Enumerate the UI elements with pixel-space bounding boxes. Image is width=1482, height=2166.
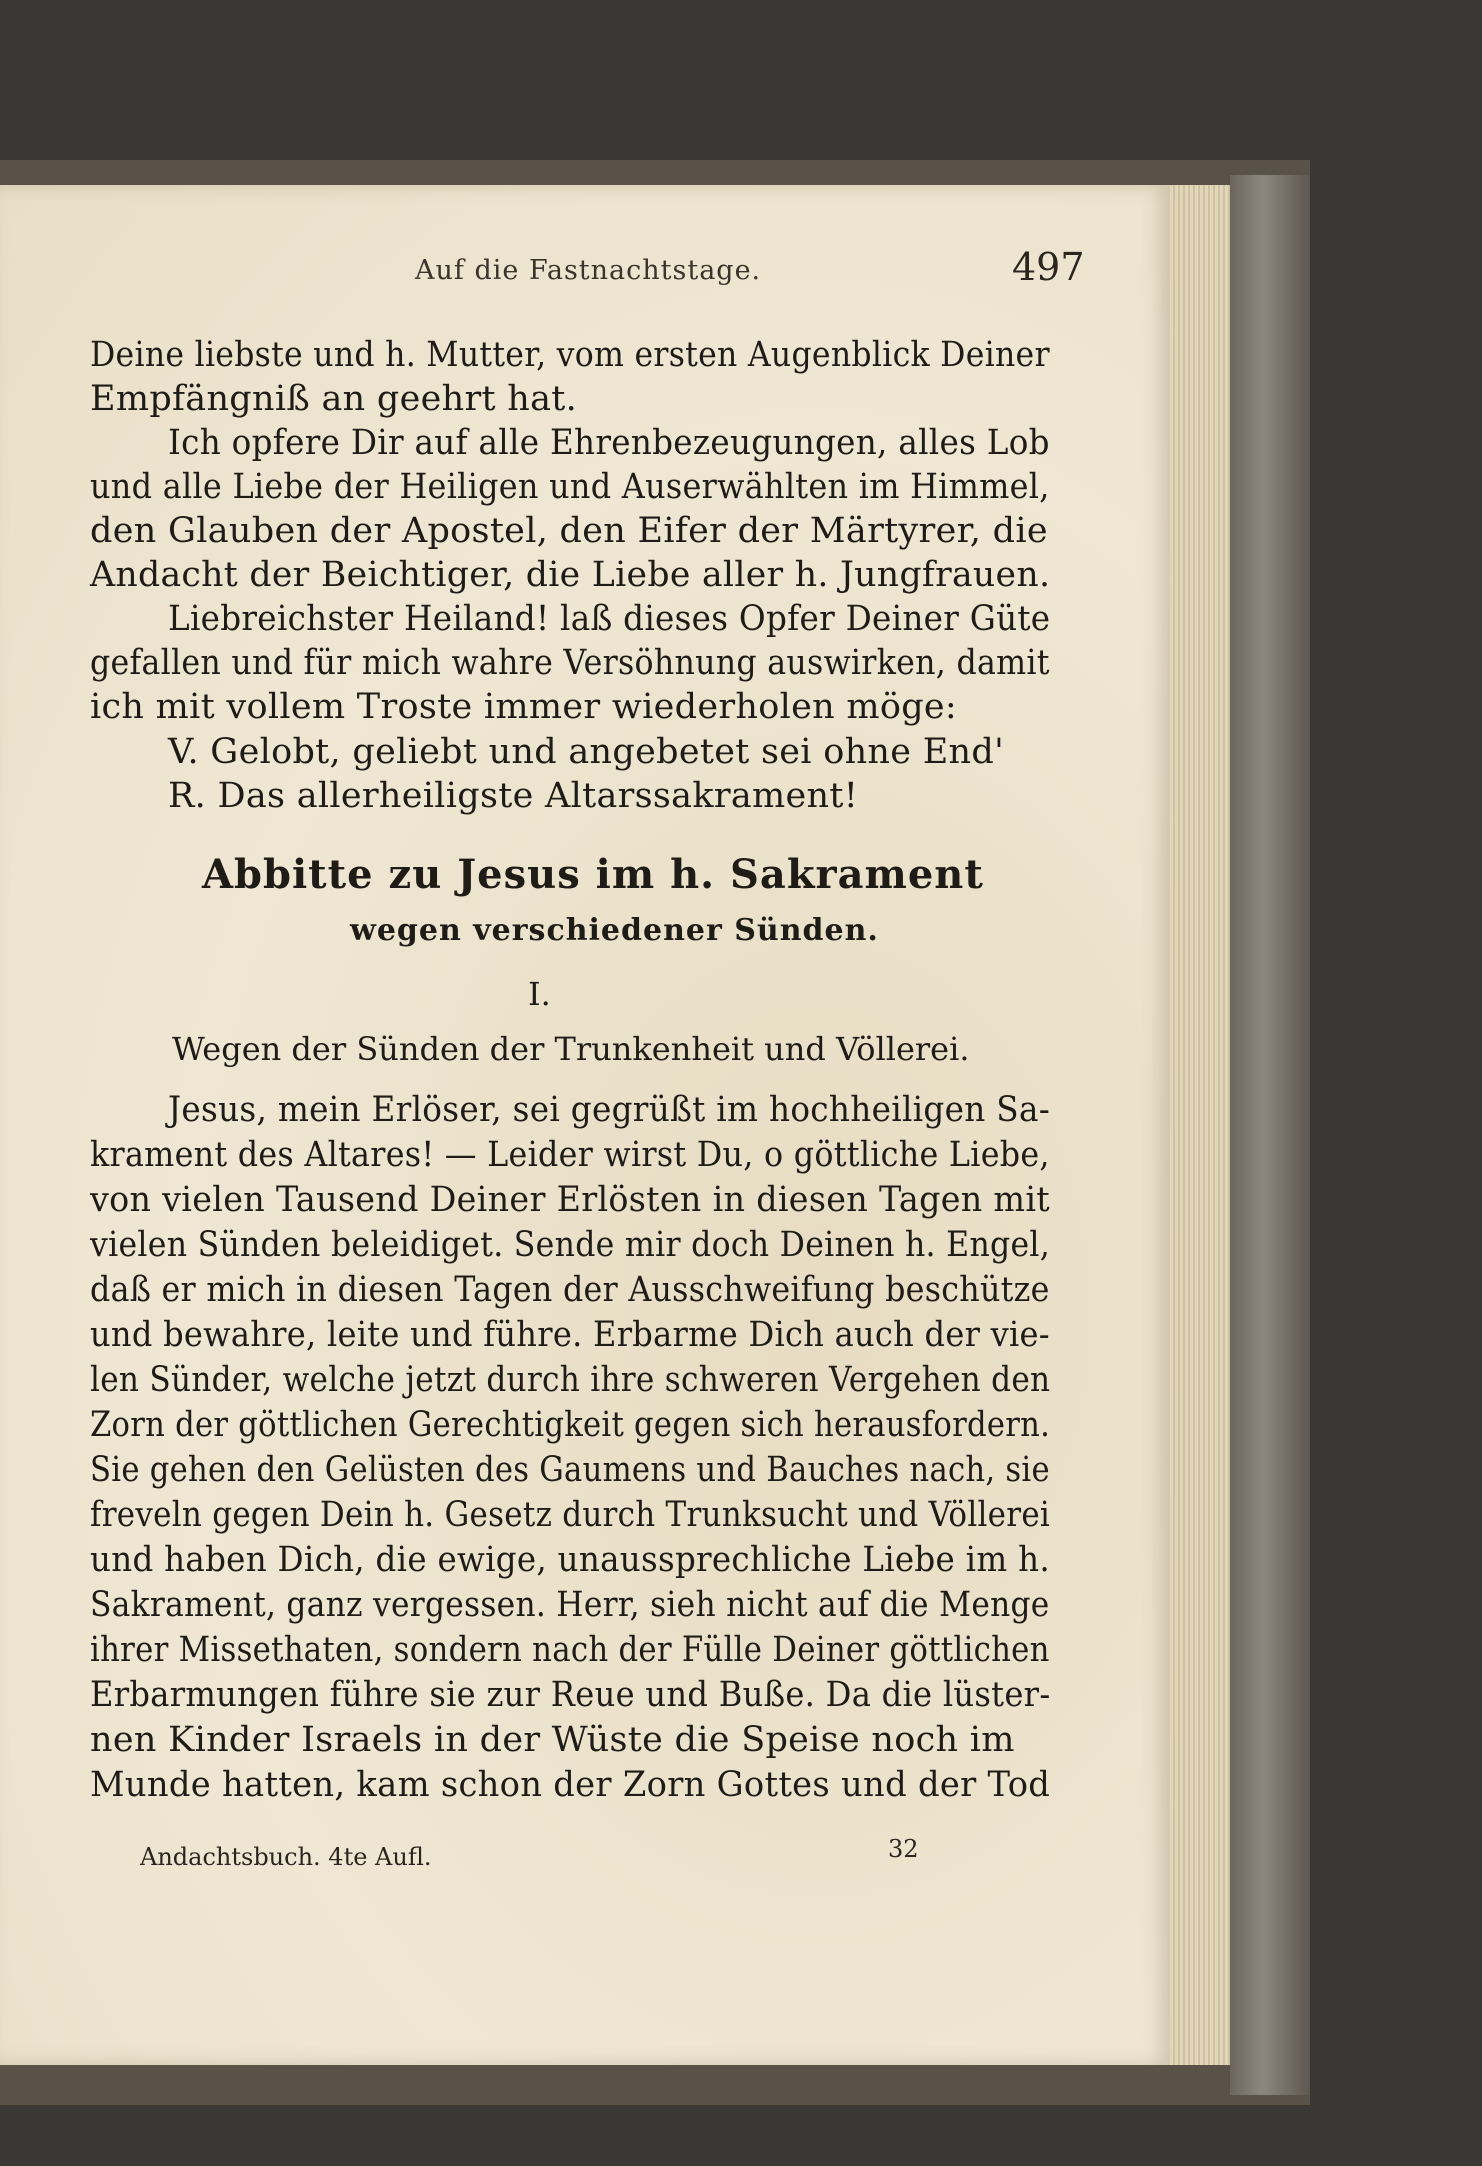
text-line: Ich opfere Dir auf alle Ehrenbezeugungen, alles Lob [168, 423, 1050, 463]
text-line: Jesus, mein Erlöser, sei gegrüßt im hochheiligen Sa- [168, 1090, 1051, 1130]
cover-edge [1230, 175, 1310, 2095]
text-line: Zorn der göttlichen Gerechtigkeit gegen sich herausfordern. [90, 1405, 1051, 1445]
text-line: Deine liebste und h. Mutter, vom ersten Augenblick Deiner [90, 335, 1050, 375]
page-number: 497 [1012, 245, 1085, 289]
text-line: Liebreichster Heiland! laß dieses Opfer Deiner Güte [168, 599, 1051, 639]
text-line: und alle Liebe der Heiligen und Auserwählten im Himmel, [90, 467, 1050, 507]
text-line: nen Kinder Israels in der Wüste die Speise noch im [90, 1720, 1015, 1760]
section-subtitle: wegen verschiedener Sünden. [350, 913, 879, 948]
text-line: Sie gehen den Gelüsten des Gaumens und Bauches nach, sie [90, 1450, 1050, 1490]
text-line: Munde hatten, kam schon der Zorn Gottes und der Tod [90, 1765, 1051, 1805]
page-edges [1170, 185, 1230, 2065]
text-line: Sakrament, ganz vergessen. Herr, sieh nicht auf die Menge [90, 1585, 1050, 1625]
text-line: und haben Dich, die ewige, unaussprechliche Liebe im h. [90, 1540, 1050, 1580]
section-title: Abbitte zu Jesus im h. Sakrament [202, 851, 984, 898]
text-line: Andacht der Beichtiger, die Liebe aller h. Jungfrauen. [90, 555, 1051, 595]
text-line: gefallen und für mich wahre Versöhnung auswirken, damit [90, 643, 1050, 683]
signature-mark: 32 [888, 1835, 919, 1863]
text-line: freveln gegen Dein h. Gesetz durch Trunksucht und Völlerei [90, 1495, 1051, 1535]
section-number: I. [528, 975, 551, 1013]
text-line: von vielen Tausend Deiner Erlösten in diesen Tagen mit [90, 1180, 1051, 1220]
versicle-line: V. Gelobt, geliebt und angebetet sei ohne End' [168, 732, 1005, 772]
subsection-heading: Wegen der Sünden der Trunkenheit und Völlerei. [172, 1030, 970, 1068]
text-line: ihrer Missethaten, sondern nach der Fülle Deiner göttlichen [90, 1630, 1050, 1670]
text-line: Empfängniß an geehrt hat. [90, 379, 578, 419]
text-line: daß er mich in diesen Tagen der Ausschweifung beschütze [90, 1270, 1050, 1310]
book-page [0, 185, 1170, 2065]
text-line: vielen Sünden beleidiget. Sende mir doch Deinen h. Engel, [90, 1225, 1051, 1265]
text-line: Erbarmungen führe sie zur Reue und Buße. Da die lüster- [90, 1675, 1051, 1715]
response-line: R. Das allerheiligste Altarssakrament! [168, 776, 859, 816]
signature-line: Andachtsbuch. 4te Aufl. [140, 1843, 432, 1871]
text-line: ich mit vollem Troste immer wiederholen möge: [90, 687, 958, 727]
running-head: Auf die Fastnachtstage. [415, 255, 762, 286]
text-line: len Sünder, welche jetzt durch ihre schweren Vergehen den [90, 1360, 1051, 1400]
text-line: krament des Altares! — Leider wirst Du, o göttliche Liebe, [90, 1135, 1050, 1175]
text-line: den Glauben der Apostel, den Eifer der Märtyrer, die [90, 511, 1048, 551]
text-line: und bewahre, leite und führe. Erbarme Dich auch der vie- [90, 1315, 1050, 1355]
